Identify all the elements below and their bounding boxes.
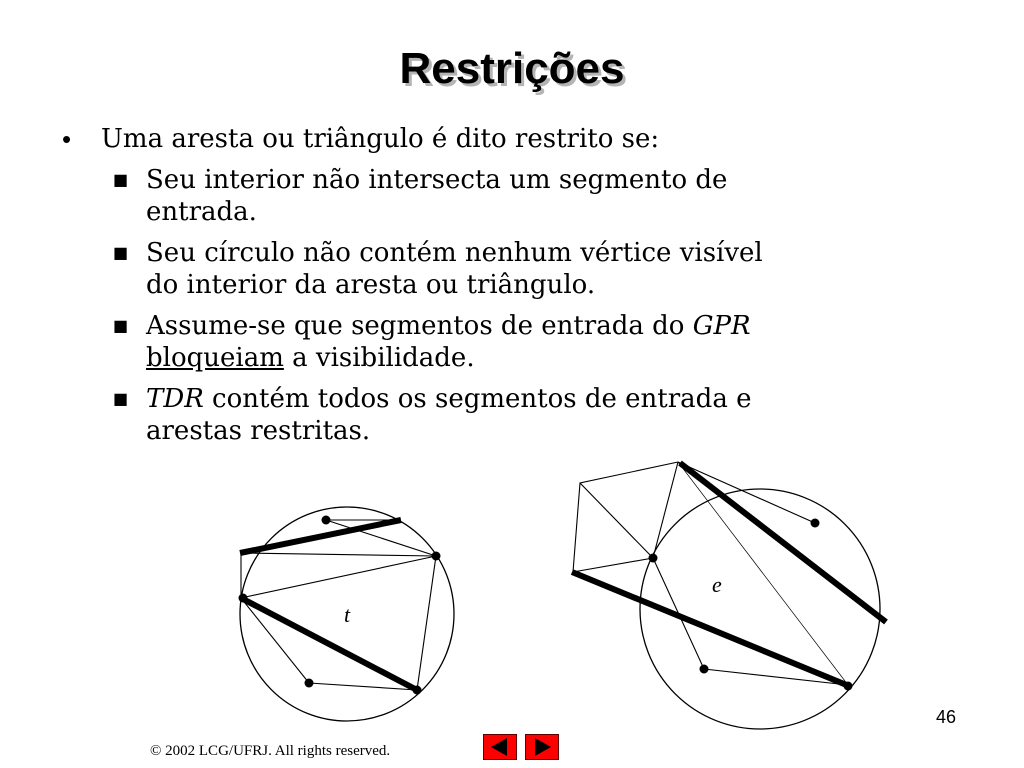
- subbullet-2-line1: Seu círculo não contém nenhum vértice visível: [146, 238, 763, 268]
- left-vertices: [239, 516, 441, 695]
- bullet-dot-icon: •: [62, 124, 72, 154]
- right-constraint-segments: [572, 463, 886, 686]
- square-bullet-icon: ■: [113, 316, 129, 335]
- previous-slide-button[interactable]: [483, 734, 517, 760]
- square-bullet-icon: ■: [113, 170, 129, 189]
- page-number: 46: [936, 707, 957, 727]
- subbullet-3-rest: a visibilidade.: [283, 343, 475, 373]
- square-bullet-icon: ■: [113, 389, 129, 408]
- subbullet-2-line2: do interior da aresta ou triângulo.: [146, 270, 596, 300]
- bullet-text: Uma aresta ou triângulo é dito restrito se:: [101, 124, 660, 154]
- subbullet-4-line2: arestas restritas.: [146, 416, 371, 446]
- subbullet-4-rest: contém todos os segmentos de entrada e: [203, 384, 752, 414]
- arrow-right-icon: [526, 735, 558, 759]
- right-vertices: [649, 519, 853, 691]
- tdr-term: TDR: [146, 384, 204, 414]
- right-mesh-edges: [573, 462, 848, 685]
- next-slide-button[interactable]: [525, 734, 559, 760]
- left-figure-label: t: [344, 602, 351, 627]
- copyright-footer: © 2002 LCG/UFRJ. All rights reserved.: [150, 743, 391, 759]
- square-bullet-icon: ■: [113, 243, 129, 262]
- slide-title: Restrições: [399, 44, 625, 93]
- subbullet-1-line2: entrada.: [146, 197, 257, 227]
- subbullet-1-line1: Seu interior não intersecta um segmento de: [146, 165, 728, 195]
- gpr-term: GPR: [692, 311, 751, 341]
- subbullet-3-text: Assume-se que segmentos de entrada do: [146, 311, 693, 341]
- arrow-left-icon: [484, 735, 516, 759]
- right-triangulation-diagram: [572, 462, 886, 729]
- bloqueiam-term: bloqueiam: [146, 343, 284, 373]
- right-figure-label: e: [712, 572, 722, 597]
- left-constraint-segments: [240, 520, 417, 690]
